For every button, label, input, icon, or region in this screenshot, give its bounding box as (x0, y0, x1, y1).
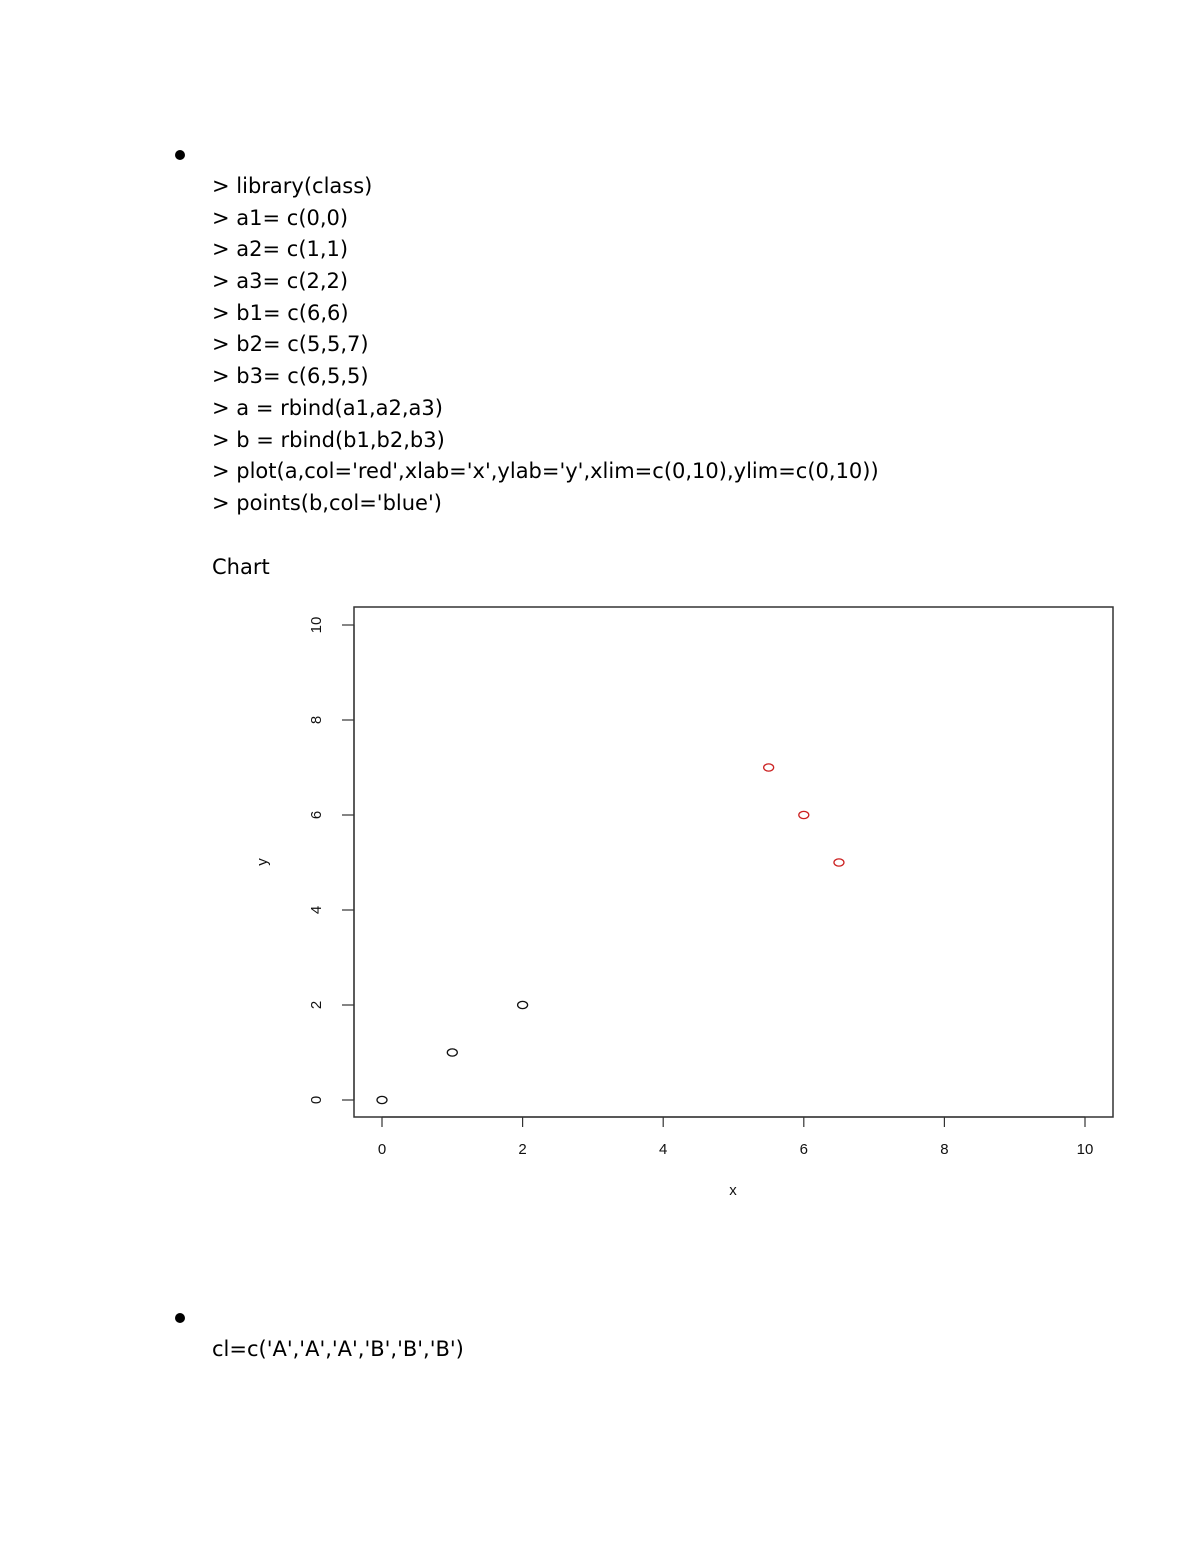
y-axis-label: y (254, 858, 271, 866)
scatter-plot (245, 595, 1125, 1215)
x-tick-label: 4 (659, 1141, 668, 1158)
data-point (447, 1049, 457, 1056)
code-line: > a1= c(0,0) (212, 205, 349, 230)
plot-frame (354, 607, 1113, 1117)
data-point (799, 811, 809, 818)
cl-code-line: cl=c('A','A','A','B','B','B') (212, 1337, 464, 1361)
data-point (834, 859, 844, 866)
y-tick-label: 10 (308, 616, 325, 634)
x-tick-label: 10 (1076, 1141, 1094, 1158)
code-line: > plot(a,col='red',xlab='x',ylab='y',xlim=c(0,10),ylim=c(0,10)) (212, 459, 879, 484)
data-point (764, 764, 774, 771)
y-tick-label: 4 (308, 905, 325, 915)
code-line: > b = rbind(b1,b2,b3) (212, 427, 445, 452)
code-line: > b1= c(6,6) (212, 300, 349, 325)
data-point (518, 1001, 528, 1008)
x-axis-label: x (729, 1182, 737, 1199)
y-axis (308, 617, 354, 1105)
x-tick-label: 2 (518, 1141, 527, 1158)
y-tick-label: 6 (308, 810, 325, 820)
list-bullet-2 (175, 1313, 185, 1323)
code-line: > a3= c(2,2) (212, 269, 349, 294)
code-line: > a2= c(1,1) (212, 237, 349, 262)
x-tick-label: 6 (799, 1141, 808, 1158)
x-axis (378, 1117, 1094, 1158)
code-line: > points(b,col='blue') (212, 490, 442, 515)
list-bullet-1 (175, 150, 185, 160)
code-line: > a = rbind(a1,a2,a3) (212, 395, 443, 420)
y-tick-label: 8 (308, 715, 325, 725)
data-points (377, 764, 844, 1104)
chart-caption: Chart (212, 555, 270, 579)
y-tick-label: 0 (308, 1095, 325, 1105)
code-line: > library(class) (212, 174, 373, 198)
x-tick-label: 0 (377, 1141, 387, 1158)
x-tick-label: 8 (940, 1141, 949, 1158)
data-point (377, 1096, 387, 1103)
r-code-block (212, 171, 879, 520)
y-tick-label: 2 (308, 1000, 325, 1010)
code-line: > b3= c(6,5,5) (212, 364, 369, 389)
code-line: > b2= c(5,5,7) (212, 332, 369, 357)
